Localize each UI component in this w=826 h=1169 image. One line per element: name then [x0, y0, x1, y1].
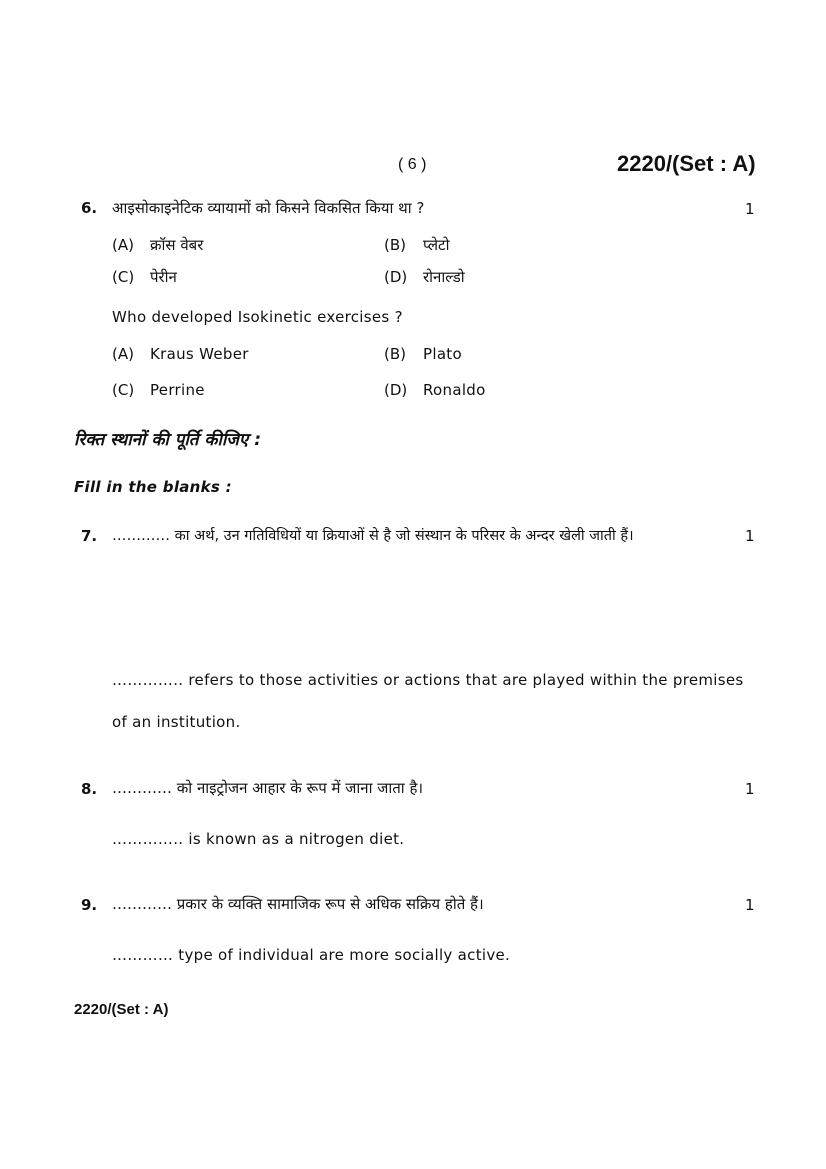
question-marks: 1 — [745, 780, 755, 798]
question-number: 6. — [81, 199, 98, 217]
question-text-hindi: आइसोकाइनेटिक व्यायामों को किसने विकसित किया था ? — [112, 199, 425, 217]
page-number: ( 6 ) — [398, 156, 427, 173]
option-text-english: Plato — [423, 345, 462, 363]
question-text-hindi: ………… प्रकार के व्यक्ति सामाजिक रूप से अधिक सक्रिय होते हैं। — [112, 895, 484, 913]
option-label: (C) — [112, 381, 135, 399]
question-marks: 1 — [745, 527, 755, 545]
option-label: (B) — [384, 345, 406, 363]
set-code-header: 2220/(Set : A) — [617, 151, 756, 176]
section-heading-hindi: रिक्त स्थानों की पूर्ति कीजिए : — [74, 430, 262, 450]
question-text-english: ………… type of individual are more socially active. — [112, 946, 511, 964]
question-number: 8. — [81, 780, 98, 798]
question-number: 9. — [81, 896, 98, 914]
option-label: (A) — [112, 345, 134, 363]
option-label: (A) — [112, 236, 134, 254]
option-text-hindi: पेरीन — [150, 268, 177, 286]
question-text-english: ………….. is known as a nitrogen diet. — [112, 830, 405, 848]
question-text-english-continued: of an institution. — [112, 713, 241, 731]
question-text-english: Who developed Isokinetic exercises ? — [112, 308, 403, 326]
option-text-hindi: क्रॉस वेबर — [150, 236, 204, 254]
section-heading-english: Fill in the blanks : — [74, 478, 232, 496]
option-text-hindi: रोनाल्डो — [423, 268, 465, 286]
question-text-hindi: ………… को नाइट्रोजन आहार के रूप में जाना जाता है। — [112, 779, 424, 797]
option-label: (C) — [112, 268, 135, 286]
question-marks: 1 — [745, 896, 755, 914]
option-text-hindi: प्लेटो — [423, 236, 450, 254]
set-code-footer: 2220/(Set : A) — [74, 1001, 169, 1018]
option-text-english: Kraus Weber — [150, 345, 249, 363]
question-text-english: ………….. refers to those activities or actions that are played within the premises — [112, 671, 744, 689]
option-text-english: Perrine — [150, 381, 205, 399]
option-text-english: Ronaldo — [423, 381, 486, 399]
option-label: (D) — [384, 268, 408, 286]
option-label: (D) — [384, 381, 408, 399]
question-number: 7. — [81, 527, 98, 545]
option-label: (B) — [384, 236, 406, 254]
question-marks: 1 — [745, 200, 755, 218]
question-text-hindi: ………… का अर्थ, उन गतिविधियों या क्रियाओं से है जो संस्थान के परिसर के अन्दर खेली जाती हैं। — [112, 528, 634, 544]
